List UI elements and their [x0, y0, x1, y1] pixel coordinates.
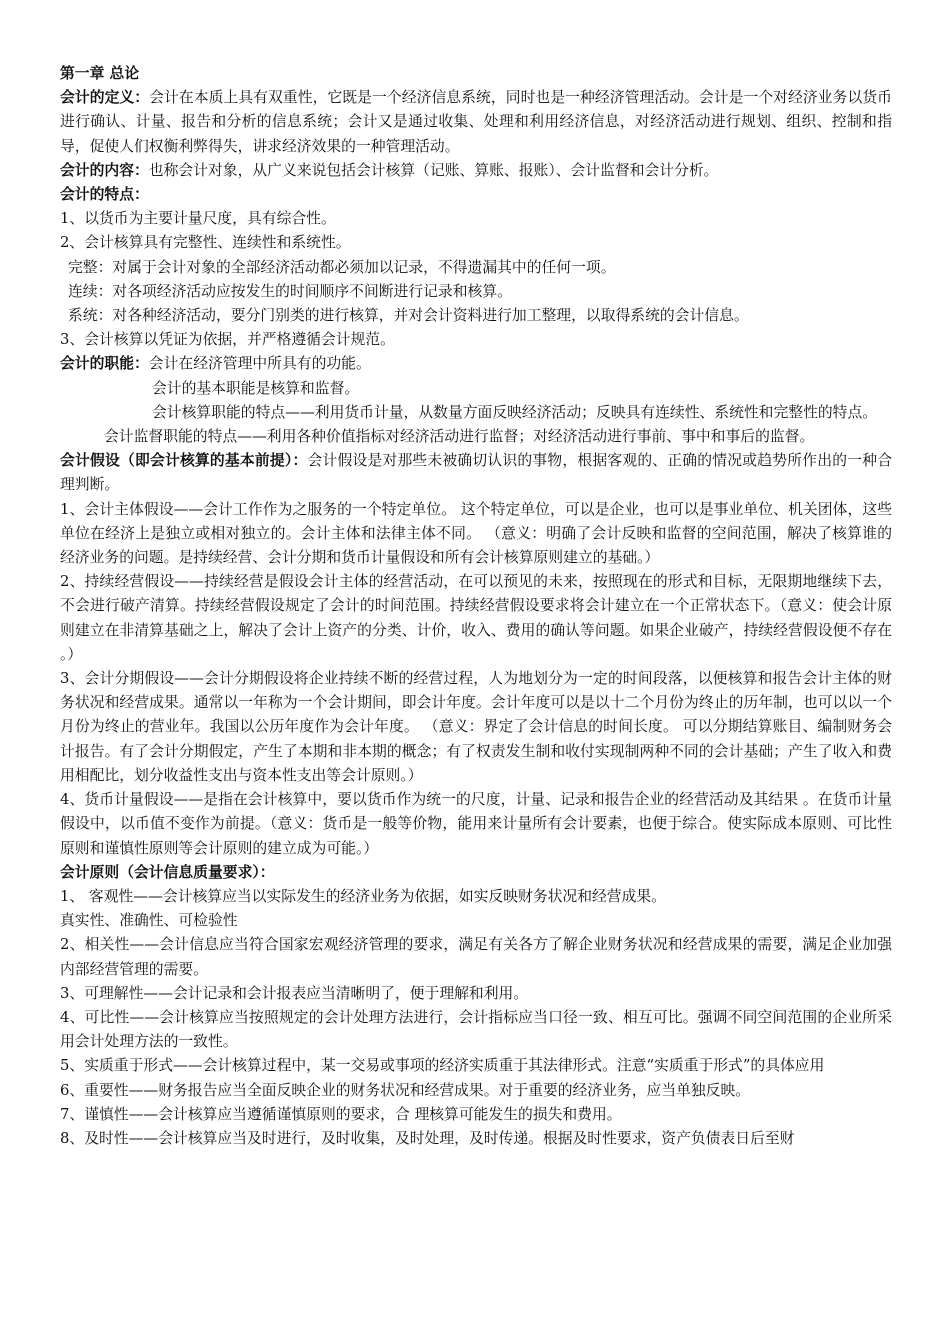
- function-paragraph: [60, 352, 892, 376]
- definition-text: 会计在本质上具有双重性，它既是一个经济信息系统，同时也是一种经济管理活动。会计是一个对经济业务以货币进行确认、计量、报告和分析的信息系统；会计又是通过收集、处理和利用经济信息，对经济活动进行规划、组织、控制和指导，促使人们权衡利弊得失，讲求经济效果的一种管理活动。: [60, 89, 892, 155]
- principle-item-7: 7、谨慎性——会计核算应当遵循谨慎原则的要求，合 理核算可能发生的损失和费用。: [60, 1105, 622, 1123]
- assumption-item-4: 4、货币计量假设——是指在会计核算中，要以货币作为统一的尺度，计量、记录和报告企业的经营活动及其结果 。在货币计量假设中，以币值不变作为前提。（意义：货币是一般等价物，能用来计量所有会计要素，也便于综合。使实际成本原则、可比性原则和谨慎性原则等会计原则的建立成为可能。）: [60, 791, 892, 857]
- principle-item-1-note: 真实性、准确性、可检验性: [60, 912, 238, 930]
- function-supervision: 会计监督职能的特点——利用各种价值指标对经济活动进行监督；对经济活动进行事前、事中和事后的监督。: [104, 428, 815, 446]
- principle-item-4: 4、可比性——会计核算应当按照规定的会计处理方法进行，会计指标应当口径一致、相互可比。强调不同空间范围的企业所采用会计处理方法的一致性。: [60, 1008, 892, 1051]
- assumption-label: 会计假设（即会计核算的基本前提）：: [60, 452, 308, 470]
- features-heading: 会计的特点：: [60, 186, 149, 204]
- content-label: 会计的内容：: [60, 161, 149, 179]
- feature-item-1: 1、以货币为主要计量尺度，具有综合性。: [60, 210, 336, 228]
- assumption-item-1: 1、会计主体假设——会计工作作为之服务的一个特定单位。 这个特定单位，可以是企业，也可以是事业单位、机关团体，这些单位在经济上是独立或相对独立的。会计主体和法律主体不同。 （意义：明确了会计反映和监督的空间范围，解决了核算谁的经济业务的问题。是持续经营、会计分期和货币计量假设和所有会计核算原则建立的基础。）: [60, 500, 892, 567]
- assumption-paragraph: [60, 449, 892, 497]
- principle-item-1: 1、 客观性——会计核算应当以实际发生的经济业务为依据，如实反映财务状况和经营成果。: [60, 887, 666, 905]
- principle-item-2: 2、相关性——会计信息应当符合国家宏观经济管理的要求，满足有关各方了解企业财务状况和经营成果的需要，满足企业加强内部经营管理的需要。: [60, 936, 892, 978]
- assumption-item-2: 2、持续经营假设——持续经营是假设会计主体的经营活动，在可以预见的未来，按照现在的形式和目标，无限期地继续下去，不会进行破产清算。持续经营假设规定了会计的时间范围。持续经营假设要求将会计建立在一个正常状态下。（意义：使会计原则建立在非清算基础之上，解决了会计上资产的分类、计价，收入、费用的确认等问题。如果企业破产，持续经营假设便不存在 。）: [60, 573, 892, 663]
- feature-completeness: 完整：对属于会计对象的全部经济活动都必须加以记录，不得遗漏其中的任何一项。: [68, 258, 616, 276]
- function-accounting: [60, 401, 892, 425]
- assumption-item-3: 3、会计分期假设——会计分期假设将企业持续不断的经营过程，人为地划分为一定的时间段落，以便核算和报告会计主体的财务状况和经营成果。通常以一年称为一个会计期间，即会计年度。会计年度可以是以十二个月份为终止的历年制，也可以以一个月份为终止的营业年。我国以公历年度作为会计年度。 （意义：界定了会计信息的时间长度。 可以分期结算账目、编制财务会计报告。有了会计分期假定，产生了本期和非本期的概念；有了权责发生制和收付实现制两种不同的会计基础；产生了收入和费用相配比，划分收益性支出与资本性支出等会计原则。）: [60, 670, 892, 784]
- chapter-title: 第一章 总论: [60, 65, 140, 82]
- function-text: 会计在经济管理中所具有的功能。: [148, 355, 371, 373]
- document-body: [60, 62, 892, 1151]
- definition-paragraph: [60, 86, 892, 159]
- function-accounting-text: 会计核算职能的特点——利用货币计量，从数量方面反映经济活动；反映具有连续性、系统性和完整性的特点。: [152, 403, 878, 421]
- principle-item-3: 3、可理解性——会计记录和会计报表应当清晰明了，便于理解和利用。: [60, 984, 529, 1002]
- content-text: 也称会计对象，从广义来说包括会计核算（记账、算账、报账）、会计监督和会计分析。: [148, 161, 719, 179]
- feature-systematic: 系统：对各种经济活动，要分门别类的进行核算，并对会计资料进行加工整理，以取得系统的会计信息。: [68, 307, 749, 325]
- principle-item-8: 8、及时性——会计核算应当及时进行，及时收集，及时处理，及时传递。根据及时性要求，资产负债表日后至财: [60, 1129, 795, 1147]
- function-label: 会计的职能：: [60, 355, 149, 373]
- principle-item-6: 6、重要性——财务报告应当全面反映企业的财务状况和经营成果。对于重要的经济业务，应当单独反映。: [60, 1081, 751, 1099]
- function-basic: 会计的基本职能是核算和监督。: [152, 379, 360, 397]
- feature-item-3: 3、会计核算以凭证为依据，并严格遵循会计规范。: [60, 331, 395, 349]
- assumption-text: 会计假设是对那些未被确切认识的事物，根据客观的、正确的情况或趋势所作出的一种合理判断。: [60, 452, 892, 494]
- feature-continuity: 连续：对各项经济活动应按发生的时间顺序不间断进行记录和核算。: [68, 282, 512, 300]
- content-paragraph: [60, 159, 892, 183]
- principle-item-5: 5、实质重于形式——会计核算过程中，某一交易或事项的经济实质重于其法律形式。注意“实质重于形式”的具体应用: [60, 1057, 825, 1075]
- definition-label: 会计的定义：: [60, 89, 150, 107]
- principle-heading: 会计原则（会计信息质量要求）：: [60, 863, 275, 881]
- feature-item-2: 2、会计核算具有完整性、连续性和系统性。: [60, 234, 351, 252]
